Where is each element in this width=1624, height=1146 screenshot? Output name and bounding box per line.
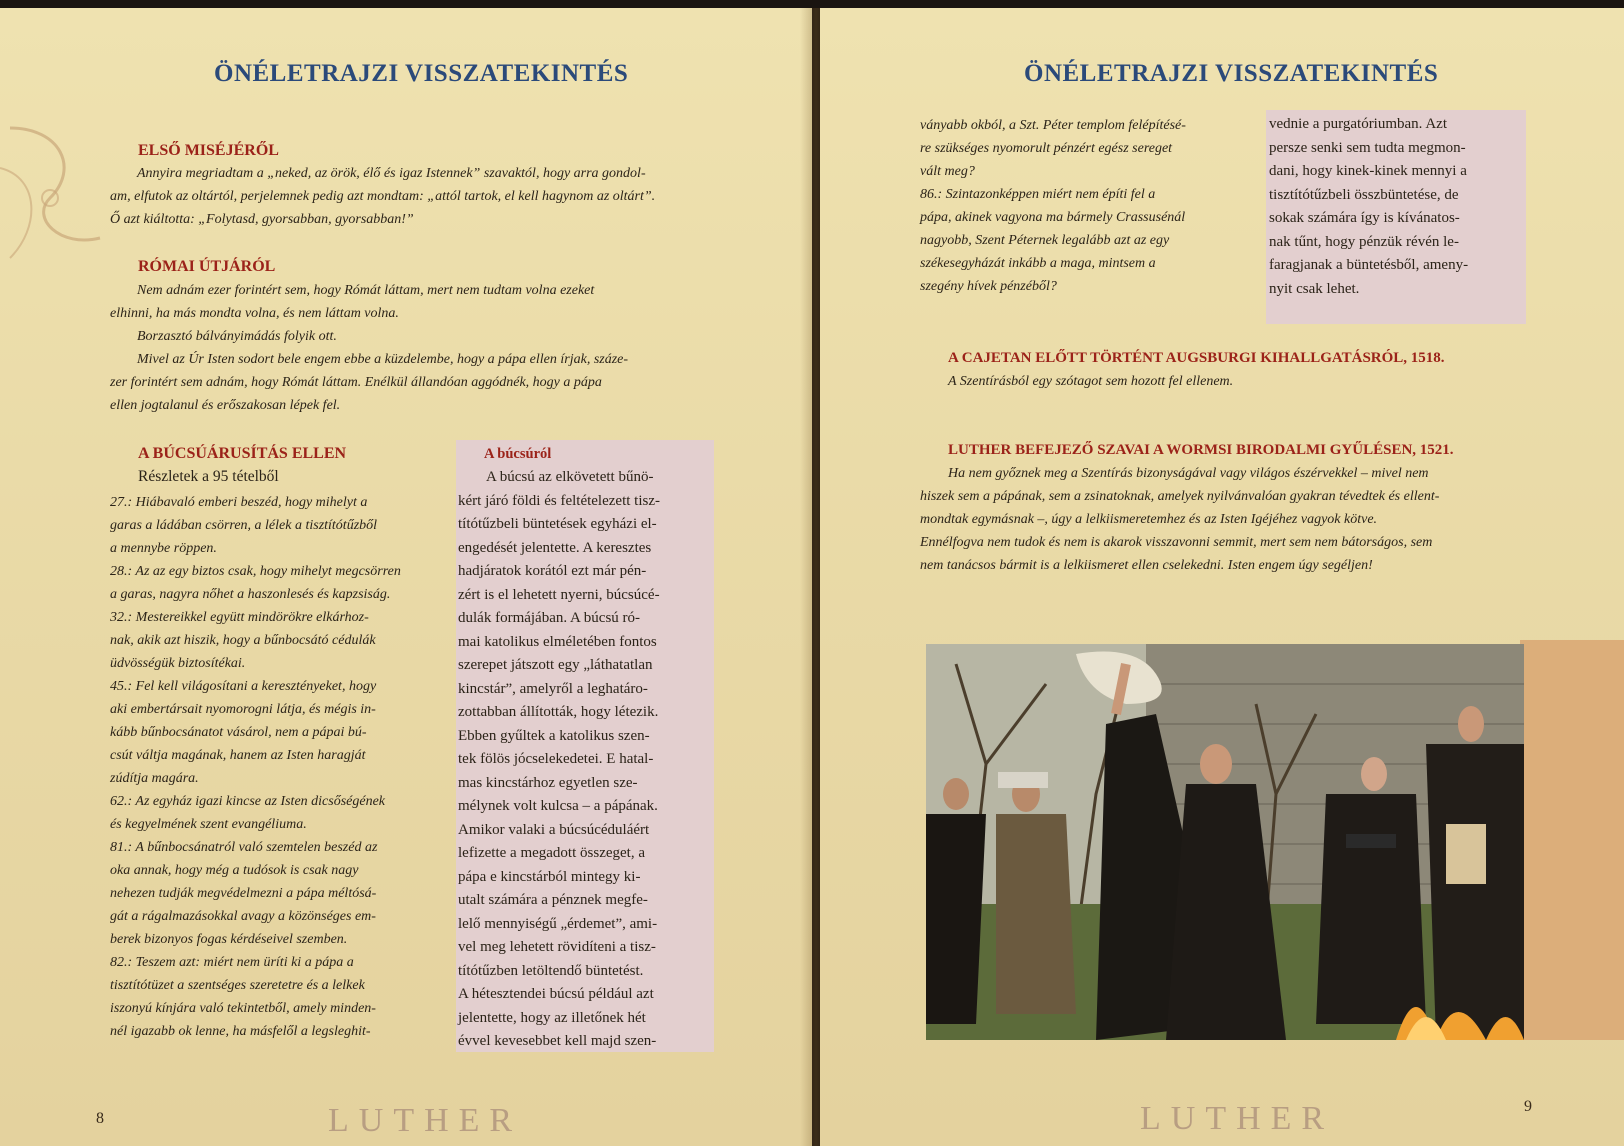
text-line: mai katolikus elméletében fontos <box>458 633 657 650</box>
page-header-right: ÖNÉLETRAJZI VISSZATEKINTÉS <box>1024 60 1439 87</box>
text-line: re szükséges nyomorult pénzért egész sereget <box>920 141 1173 156</box>
page-header-left: ÖNÉLETRAJZI VISSZATEKINTÉS <box>214 60 629 87</box>
text-line: Ha nem győznek meg a Szentírás bizonyságával vagy világos észérvekkel – mivel nem <box>948 466 1429 481</box>
indulgence-sidebar-box <box>456 440 714 1052</box>
text-line: a mennybe röppen. <box>110 541 217 556</box>
text-line: persze senki sem tudta megmon- <box>1269 139 1466 156</box>
text-line: iszonyú kínjára való tekintetből, amely minden- <box>110 1001 376 1016</box>
text-line: 82.: Teszem azt: miért nem üríti ki a pápa a <box>110 955 354 970</box>
text-line: Amikor valaki a búcsúcéduláért <box>458 821 650 838</box>
section-title-indulgences: A BÚCSÚÁRUSÍTÁS ELLEN <box>138 445 347 462</box>
text-line: lelő mennyiségű „érdemet”, ami- <box>458 915 658 932</box>
text-line: szegény hívek pénzéből? <box>920 279 1057 294</box>
film-still-photo <box>926 644 1524 1040</box>
text-line: csút váltja magának, hanem az Isten haragját <box>110 748 366 763</box>
text-line: 62.: Az egyház igazi kincse az Isten dicsőségének <box>110 794 386 809</box>
text-line: hadjáratok korától ezt már pén- <box>458 563 647 579</box>
text-line: elhinni, ha más mondta volna, és nem láttam volna. <box>110 306 399 321</box>
section-title-augsburg: A CAJETAN ELŐTT TÖRTÉNT AUGSBURGI KIHALLGATÁSRÓL, 1518. <box>948 350 1445 366</box>
photo-side-panel <box>1520 640 1624 1040</box>
text-line: gát a rágalmazásokkal avagy a közönséges em- <box>110 909 376 924</box>
flourish-ornament-icon <box>0 108 120 288</box>
text-line: mélynek volt kulcsa – a pápának. <box>458 798 658 814</box>
text-line: engedését jelentette. A keresztes <box>458 539 652 556</box>
text-line: Nem adnám ezer forintért sem, hogy Rómát láttam, mert nem tudtam volna ezeket <box>137 283 595 298</box>
text-line: zért is el lehetett nyerni, búcsúcé- <box>458 586 660 603</box>
text-line: és kegyelmének szent evangéliuma. <box>110 817 307 832</box>
text-line: tek fölös jócselekedetei. E hatal- <box>458 751 654 767</box>
text-line: ványabb okból, a Szt. Péter templom felépítésé- <box>920 118 1186 133</box>
text-line: utalt számára a pénznek megfe- <box>458 892 648 908</box>
text-line: nél igazabb ok lenne, ha másfelől a legsleghit- <box>110 1024 371 1039</box>
text-line: 45.: Fel kell világosítani a keresztényeket, hogy <box>110 679 377 694</box>
text-line: székesegyházát inkább a maga, mintsem a <box>920 256 1156 271</box>
text-line: a garas, nagyra nőhet a haszonlesés és kapzsiság. <box>110 587 391 602</box>
text-line: kább bűnbocsánatot vásárol, nem a pápai bú- <box>110 725 367 740</box>
text-line: 81.: A bűnbocsánatról való szemtelen beszéd az <box>110 840 378 855</box>
text-line: 32.: Mestereikkel együtt mindörökre elkárhoz- <box>110 610 369 625</box>
first-mass-text <box>110 162 715 231</box>
right-page <box>820 8 1624 1146</box>
text-line: vednie a purgatóriumban. Azt <box>1269 116 1448 132</box>
luther-logo-right: LUTHER <box>1140 1100 1335 1137</box>
theses-continuation-text <box>920 114 1230 298</box>
text-line: nak tűnt, hogy pénzük révén le- <box>1269 233 1459 250</box>
sidebar-text-continued <box>1269 113 1525 301</box>
sidebar-title: A búcsúról <box>484 446 552 462</box>
text-line: üdvösségük biztosítékai. <box>110 656 246 671</box>
text-line: tisztítótűzbeli összbüntetése, de <box>1269 186 1459 203</box>
text-line: zer forintért sem adnám, hogy Rómát láttam. Enélkül állandóan aggódnék, hogy a pápa <box>110 375 602 390</box>
sidebar-text <box>458 466 714 1054</box>
text-line: szerepet játszott egy „láthatatlan <box>458 657 653 673</box>
theses-subtitle: Részletek a 95 tételből <box>138 468 279 485</box>
text-line: 27.: Hiábavaló emberi beszéd, hogy mihelyt a <box>110 495 368 510</box>
text-line: pápa, akinek vagyona ma bármely Crassusénál <box>920 210 1186 225</box>
text-line: vel meg lehetett rövidíteni a tisz- <box>458 939 656 955</box>
text-line: Ennélfogva nem tudok és nem is akarok visszavonni semmit, mert sem nem bátorságos, sem <box>920 535 1433 550</box>
text-line: Annyira megriadtam a „neked, az örök, élő és igaz Istennek” szavaktól, hogy arra gondol- <box>137 166 646 181</box>
section-title-first-mass: ELSŐ MISÉJÉRŐL <box>138 142 279 159</box>
text-line: Ebben gyűltek a katolikus szen- <box>458 727 650 744</box>
text-line: berek bizonyos fogas kérdéseivel szemben. <box>110 932 348 947</box>
indulgence-sidebar-box-continued <box>1266 110 1526 324</box>
text-line: A búcsú az elkövetett bűnö- <box>486 469 654 485</box>
page-number-right: 9 <box>1524 1098 1532 1115</box>
text-line: títótűzben letöltendő büntetést. <box>458 962 644 979</box>
text-line: 28.: Az az egy biztos csak, hogy mihelyt megcsörren <box>110 564 401 579</box>
text-line: kért járó földi és feltételezett tisz- <box>458 492 660 509</box>
text-line: dulák formájában. A búcsú ró- <box>458 610 641 626</box>
luther-logo-left: LUTHER <box>328 1102 523 1139</box>
text-line: nem tanácsos bármit is a lelkiismeret ellen cselekedni. Isten engem úgy segéljen! <box>920 558 1373 573</box>
text-line: dani, hogy kinek-kinek mennyi a <box>1269 163 1467 179</box>
text-line: nagyobb, Szent Péternek legalább azt az egy <box>920 233 1170 248</box>
text-line: zúdítja magára. <box>110 771 199 786</box>
text-line: Borzasztó bálványimádás folyik ott. <box>137 329 337 344</box>
text-line: mondtak egymásnak –, úgy a lelkiismeretemhez és az Isten Igéjéhez vagyok kötve. <box>920 512 1378 527</box>
worms-text <box>920 462 1532 577</box>
text-line: nyit csak lehet. <box>1269 280 1360 297</box>
theses-text <box>110 491 420 1043</box>
text-line: hiszek sem a pápának, sem a zsinatoknak, amelyek nyilvánvalóan gyakran tévedtek és ellent- <box>920 489 1440 504</box>
text-line: faragjanak a büntetésből, ameny- <box>1269 257 1469 273</box>
section-title-worms: LUTHER BEFEJEZŐ SZAVAI A WORMSI BIRODALMI GYŰLÉSEN, 1521. <box>948 442 1454 458</box>
text-line: lefizette a megadott összeget, a <box>458 845 645 861</box>
rome-trip-text <box>110 279 715 417</box>
text-line: jelentette, hogy az illetőnek hét <box>458 1009 646 1026</box>
text-line: pápa e kincstárból mintegy ki- <box>458 868 641 885</box>
text-line: évvel kevesebbet kell majd szen- <box>458 1033 657 1049</box>
text-line: Mivel az Úr Isten sodort bele engem ebbe a küzdelembe, hogy a pápa ellen írjak, száze- <box>137 352 629 367</box>
text-line: 86.: Szintazonképpen miért nem építi fel a <box>920 187 1156 202</box>
text-line: vált meg? <box>920 164 975 179</box>
text-line: sokak számára így is kívánatos- <box>1269 210 1460 226</box>
text-line: ellen jogtalanul és erőszakosan lépek fel. <box>110 398 341 413</box>
text-line: am, elfutok az oltártól, perjelemnek pedig azt mondtam: „attól tartok, el kell hagynom az oltárt”. <box>110 189 656 204</box>
augsburg-text <box>948 370 1528 393</box>
text-line: mas kincstárhoz egyetlen sze- <box>458 774 638 791</box>
film-scene-image-icon <box>926 644 1524 1040</box>
page-number-left: 8 <box>96 1110 104 1127</box>
text-line: oka annak, hogy még a tudósok is csak nagy <box>110 863 359 878</box>
text-line: kincstár”, amelyről a leghatáro- <box>458 680 648 697</box>
text-line: nehezen tudják megvédelmezni a pápa méltósá- <box>110 886 377 901</box>
section-title-rome-trip: RÓMAI ÚTJÁRÓL <box>138 258 276 275</box>
text-line: zottabban állították, hogy létezik. <box>458 704 659 720</box>
text-line: títótűzbeli büntetések egyházi el- <box>458 516 657 532</box>
text-line: tisztítótüzet a szentséges szeretetre és a lelkek <box>110 978 365 993</box>
text-line: nak, akik azt hiszik, hogy a bűnbocsátó cédulák <box>110 633 376 648</box>
text-line: A hétesztendei búcsú például azt <box>458 986 654 1002</box>
text-line: garas a ládában csörren, a lélek a tisztítótűzből <box>110 518 378 533</box>
text-line: A Szentírásból egy szótagot sem hozott fel ellenem. <box>948 374 1234 389</box>
left-page <box>0 8 812 1146</box>
text-line: Ő azt kiáltotta: „Folytasd, gyorsabban, gyorsabban!” <box>110 212 414 227</box>
text-line: aki embertársait nyomorogni látja, és mégis in- <box>110 702 376 717</box>
